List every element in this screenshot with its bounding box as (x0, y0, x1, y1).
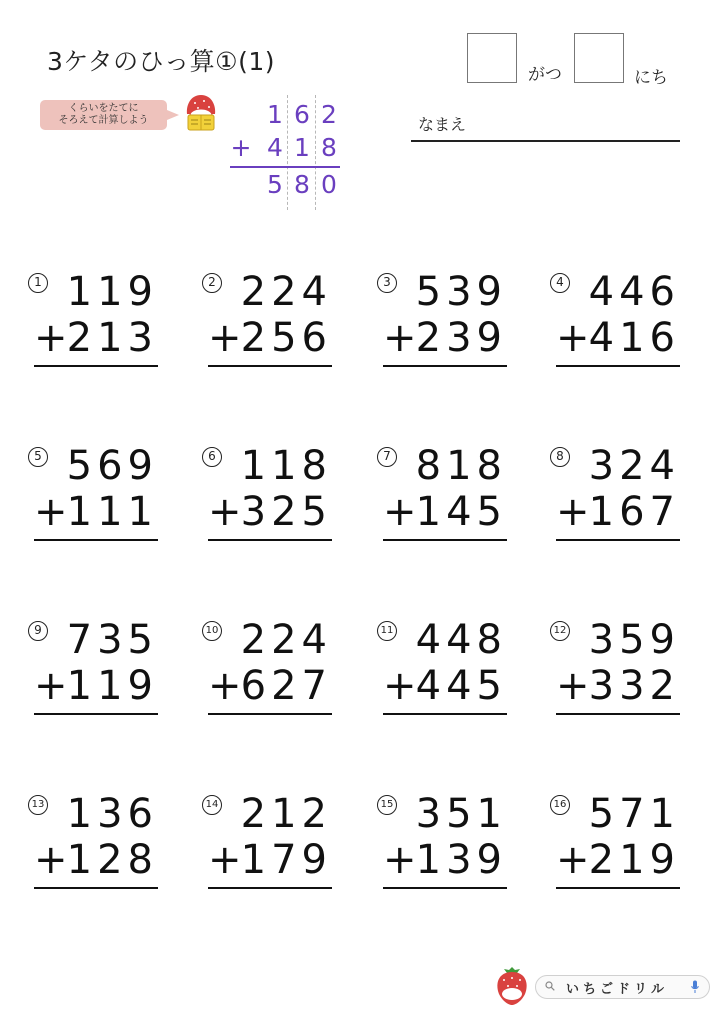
problem-number: 12 (550, 621, 570, 641)
problem-addend-1: 136 (66, 791, 158, 837)
problem-addend-1: 212 (240, 791, 332, 837)
problem-item (550, 617, 680, 747)
answer-line[interactable] (556, 539, 680, 541)
problem-addend-1: 118 (240, 443, 332, 489)
plus-sign: + (34, 663, 68, 709)
answer-line[interactable] (208, 713, 332, 715)
problem-addend-2: 213 (66, 315, 158, 361)
problem-addend-2: 627 (240, 663, 332, 709)
problem-addend-2: 179 (240, 837, 332, 883)
problem-item (202, 269, 332, 399)
problem-item (28, 617, 158, 747)
plus-sign: + (208, 489, 242, 535)
problem-number: 3 (377, 273, 397, 293)
plus-sign: + (34, 315, 68, 361)
problem-number: 11 (377, 621, 397, 641)
problem-addend-1: 359 (588, 617, 680, 663)
problem-addend-2: 139 (415, 837, 507, 883)
problem-addend-2: 167 (588, 489, 680, 535)
example-rule (230, 166, 340, 168)
plus-sign: + (34, 489, 68, 535)
page-title: 3ケタのひっ算①(1) (47, 47, 275, 76)
problem-addend-1: 571 (588, 791, 680, 837)
problem-addend-2: 219 (588, 837, 680, 883)
example-operator: + (230, 133, 252, 162)
answer-line[interactable] (34, 713, 158, 715)
answer-line[interactable] (34, 365, 158, 367)
problem-number: 9 (28, 621, 48, 641)
plus-sign: + (383, 315, 417, 361)
example-digit: 8 (294, 170, 310, 199)
problem-addend-1: 448 (415, 617, 507, 663)
answer-line[interactable] (556, 365, 680, 367)
problem-item (28, 443, 158, 573)
problem-addend-2: 111 (66, 489, 158, 535)
plus-sign: + (383, 663, 417, 709)
answer-line[interactable] (34, 539, 158, 541)
problem-number: 4 (550, 273, 570, 293)
example-bottom-row (222, 133, 342, 167)
example-digit: 2 (321, 100, 337, 129)
answer-line[interactable] (556, 887, 680, 889)
example-digit: 8 (321, 133, 337, 162)
plus-sign: + (556, 489, 590, 535)
problem-addend-1: 324 (588, 443, 680, 489)
example-digit: 5 (267, 170, 283, 199)
answer-line[interactable] (34, 887, 158, 889)
problem-number: 16 (550, 795, 570, 815)
day-label: にち (634, 68, 668, 88)
problem-addend-2: 445 (415, 663, 507, 709)
problem-addend-1: 119 (66, 269, 158, 315)
problem-item (550, 269, 680, 399)
problem-addend-2: 332 (588, 663, 680, 709)
problem-addend-2: 256 (240, 315, 332, 361)
hint-line-1: くらいをたてに (68, 103, 139, 114)
search-bar[interactable] (535, 975, 710, 999)
problem-number: 5 (28, 447, 48, 467)
answer-line[interactable] (383, 539, 507, 541)
example-digit: 6 (294, 100, 310, 129)
problem-number: 6 (202, 447, 222, 467)
name-label: なまえ (418, 115, 467, 134)
plus-sign: + (556, 837, 590, 883)
problem-addend-2: 128 (66, 837, 158, 883)
example-digit: 0 (321, 170, 337, 199)
example-digit: 1 (267, 100, 283, 129)
problem-addend-1: 446 (588, 269, 680, 315)
hint-line-2: そろえて計算しよう (58, 115, 149, 126)
day-box[interactable] (574, 33, 624, 83)
problem-item (377, 791, 507, 921)
search-icon (545, 981, 555, 991)
problem-number: 8 (550, 447, 570, 467)
name-line[interactable] (411, 140, 680, 142)
problem-addend-1: 818 (415, 443, 507, 489)
problem-item (28, 791, 158, 921)
problem-addend-1: 224 (240, 617, 332, 663)
problem-number: 7 (377, 447, 397, 467)
hint-bubble (40, 100, 167, 130)
problem-number: 13 (28, 795, 48, 815)
strawberry-mascot-icon (182, 92, 220, 134)
problem-item (202, 443, 332, 573)
example-calculation (222, 95, 342, 215)
plus-sign: + (34, 837, 68, 883)
plus-sign: + (208, 663, 242, 709)
problem-addend-1: 224 (240, 269, 332, 315)
plus-sign: + (208, 315, 242, 361)
answer-line[interactable] (383, 365, 507, 367)
problem-item (550, 443, 680, 573)
problem-number: 2 (202, 273, 222, 293)
plus-sign: + (556, 663, 590, 709)
problem-addend-1: 569 (66, 443, 158, 489)
search-text: いちごドリル (566, 982, 669, 997)
problem-item (28, 269, 158, 399)
problem-addend-1: 735 (66, 617, 158, 663)
answer-line[interactable] (208, 539, 332, 541)
problem-number: 15 (377, 795, 397, 815)
plus-sign: + (208, 837, 242, 883)
problem-item (550, 791, 680, 921)
month-box[interactable] (467, 33, 517, 83)
answer-line[interactable] (383, 887, 507, 889)
plus-sign: + (556, 315, 590, 361)
strawberry-logo-icon (493, 966, 531, 1006)
example-digit: 4 (267, 133, 283, 162)
example-top-row (222, 100, 342, 134)
problem-addend-2: 119 (66, 663, 158, 709)
month-label: がつ (528, 65, 562, 85)
problem-number: 1 (28, 273, 48, 293)
problem-addend-2: 416 (588, 315, 680, 361)
problem-addend-2: 325 (240, 489, 332, 535)
answer-line[interactable] (208, 887, 332, 889)
problem-item (202, 617, 332, 747)
problem-addend-1: 351 (415, 791, 507, 837)
example-answer-row (222, 170, 342, 204)
answer-line[interactable] (383, 713, 507, 715)
example-digit: 1 (294, 133, 310, 162)
plus-sign: + (383, 489, 417, 535)
problem-item (202, 791, 332, 921)
microphone-icon[interactable] (691, 980, 699, 994)
problem-number: 14 (202, 795, 222, 815)
problem-addend-2: 145 (415, 489, 507, 535)
plus-sign: + (383, 837, 417, 883)
problem-addend-1: 539 (415, 269, 507, 315)
problem-addend-2: 239 (415, 315, 507, 361)
problem-number: 10 (202, 621, 222, 641)
problem-item (377, 269, 507, 399)
answer-line[interactable] (556, 713, 680, 715)
problem-item (377, 443, 507, 573)
answer-line[interactable] (208, 365, 332, 367)
problem-item (377, 617, 507, 747)
